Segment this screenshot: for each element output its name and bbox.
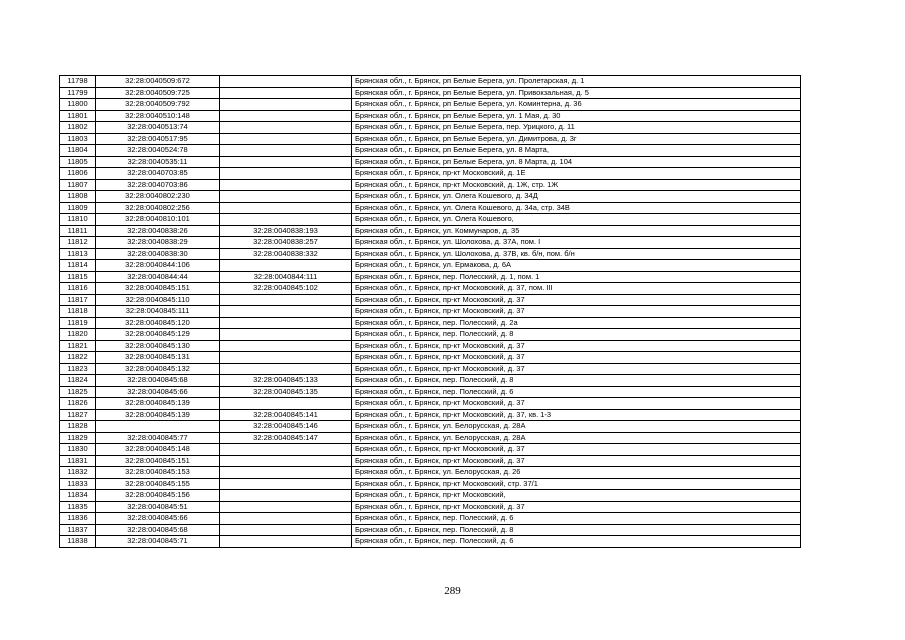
related-cadastral-number-cell — [220, 110, 352, 122]
cadastral-number-cell: 32:28:0040802:256 — [96, 202, 220, 214]
cadastral-number-cell: 32:28:0040845:155 — [96, 478, 220, 490]
row-number-cell: 11817 — [60, 294, 96, 306]
row-number-cell: 11824 — [60, 375, 96, 387]
table-row — [60, 340, 801, 352]
cadastral-number-cell: 32:28:0040845:111 — [96, 306, 220, 318]
address-cell: Брянская обл., г. Брянск, пр-кт Московский, д. 37, пом. III — [352, 283, 801, 295]
cadastral-number-cell: 32:28:0040838:29 — [96, 237, 220, 249]
row-number-cell: 11808 — [60, 191, 96, 203]
related-cadastral-number-cell: 32:28:0040845:102 — [220, 283, 352, 295]
table-row — [60, 191, 801, 203]
row-number-cell: 11830 — [60, 444, 96, 456]
row-number-cell: 11832 — [60, 467, 96, 479]
related-cadastral-number-cell — [220, 168, 352, 180]
cadastral-number-cell — [96, 421, 220, 433]
address-cell: Брянская обл., г. Брянск, ул. Олега Кошевого, — [352, 214, 801, 226]
cadastral-number-cell: 32:28:0040517:95 — [96, 133, 220, 145]
related-cadastral-number-cell — [220, 478, 352, 490]
cadastral-number-cell: 32:28:0040845:51 — [96, 501, 220, 513]
cadastral-number-cell: 32:28:0040838:26 — [96, 225, 220, 237]
table-row — [60, 386, 801, 398]
address-cell: Брянская обл., г. Брянск, пр-кт Московский, д. 37 — [352, 294, 801, 306]
row-number-cell: 11814 — [60, 260, 96, 272]
row-number-cell: 11828 — [60, 421, 96, 433]
related-cadastral-number-cell — [220, 352, 352, 364]
row-number-cell: 11800 — [60, 99, 96, 111]
table-row — [60, 179, 801, 191]
address-cell: Брянская обл., г. Брянск, пр-кт Московский, стр. 37/1 — [352, 478, 801, 490]
cadastral-number-cell: 32:28:0040845:139 — [96, 409, 220, 421]
address-cell: Брянская обл., г. Брянск, пер. Полесский, д. 2а — [352, 317, 801, 329]
related-cadastral-number-cell — [220, 536, 352, 548]
table-row — [60, 294, 801, 306]
related-cadastral-number-cell — [220, 294, 352, 306]
cadastral-number-cell: 32:28:0040845:151 — [96, 283, 220, 295]
cadastral-number-cell: 32:28:0040509:792 — [96, 99, 220, 111]
address-cell: Брянская обл., г. Брянск, пр-кт Московский, д. 37 — [352, 352, 801, 364]
table-row — [60, 501, 801, 513]
address-cell: Брянская обл., г. Брянск, рп Белые Берега, ул. 8 Марта, д. 104 — [352, 156, 801, 168]
table-row — [60, 398, 801, 410]
row-number-cell: 11831 — [60, 455, 96, 467]
address-cell: Брянская обл., г. Брянск, рп Белые Берега, ул. 8 Марта, — [352, 145, 801, 157]
address-cell: Брянская обл., г. Брянск, пр-кт Московский, д. 37 — [352, 455, 801, 467]
related-cadastral-number-cell — [220, 156, 352, 168]
related-cadastral-number-cell — [220, 444, 352, 456]
related-cadastral-number-cell — [220, 306, 352, 318]
cadastral-number-cell: 32:28:0040845:131 — [96, 352, 220, 364]
row-number-cell: 11825 — [60, 386, 96, 398]
address-cell: Брянская обл., г. Брянск, ул. Шолохова, д. 37В, кв. б/н, пом. б/н — [352, 248, 801, 260]
table-row — [60, 248, 801, 260]
address-cell: Брянская обл., г. Брянск, рп Белые Берега, ул. 1 Мая, д. 30 — [352, 110, 801, 122]
table-row — [60, 363, 801, 375]
row-number-cell: 11826 — [60, 398, 96, 410]
address-cell: Брянская обл., г. Брянск, пер. Полесский, д. 8 — [352, 375, 801, 387]
address-cell: Брянская обл., г. Брянск, пр-кт Московский, д. 37 — [352, 363, 801, 375]
cadastral-number-cell: 32:28:0040845:77 — [96, 432, 220, 444]
address-cell: Брянская обл., г. Брянск, пр-кт Московский, д. 37 — [352, 444, 801, 456]
row-number-cell: 11809 — [60, 202, 96, 214]
row-number-cell: 11813 — [60, 248, 96, 260]
cadastral-number-cell: 32:28:0040535:11 — [96, 156, 220, 168]
address-cell: Брянская обл., г. Брянск, рп Белые Берега, ул. Пролетарская, д. 1 — [352, 76, 801, 88]
table-row — [60, 536, 801, 548]
address-cell: Брянская обл., г. Брянск, рп Белые Берега, ул. Димитрова, д. 3г — [352, 133, 801, 145]
table-row — [60, 110, 801, 122]
related-cadastral-number-cell: 32:28:0040838:332 — [220, 248, 352, 260]
row-number-cell: 11799 — [60, 87, 96, 99]
table-row — [60, 168, 801, 180]
row-number-cell: 11819 — [60, 317, 96, 329]
row-number-cell: 11816 — [60, 283, 96, 295]
cadastral-number-cell: 32:28:0040810:101 — [96, 214, 220, 226]
row-number-cell: 11802 — [60, 122, 96, 134]
related-cadastral-number-cell — [220, 513, 352, 525]
address-cell: Брянская обл., г. Брянск, пр-кт Московский, д. 37 — [352, 340, 801, 352]
cadastral-number-cell: 32:28:0040845:110 — [96, 294, 220, 306]
related-cadastral-number-cell — [220, 490, 352, 502]
row-number-cell: 11838 — [60, 536, 96, 548]
row-number-cell: 11823 — [60, 363, 96, 375]
related-cadastral-number-cell — [220, 214, 352, 226]
cadastral-number-cell: 32:28:0040844:44 — [96, 271, 220, 283]
row-number-cell: 11805 — [60, 156, 96, 168]
related-cadastral-number-cell — [220, 329, 352, 341]
address-cell: Брянская обл., г. Брянск, пр-кт Московский, — [352, 490, 801, 502]
table-row — [60, 409, 801, 421]
table-row — [60, 306, 801, 318]
cadastral-number-cell: 32:28:0040845:156 — [96, 490, 220, 502]
table-row — [60, 352, 801, 364]
table-row — [60, 237, 801, 249]
related-cadastral-number-cell — [220, 524, 352, 536]
address-cell: Брянская обл., г. Брянск, пр-кт Московский, д. 37 — [352, 306, 801, 318]
address-cell: Брянская обл., г. Брянск, ул. Олега Кошевого, д. 34а, стр. 34В — [352, 202, 801, 214]
address-cell: Брянская обл., г. Брянск, пр-кт Московский, д. 1Ж, стр. 1Ж — [352, 179, 801, 191]
cadastral-number-cell: 32:28:0040845:66 — [96, 513, 220, 525]
cadastral-number-cell: 32:28:0040845:151 — [96, 455, 220, 467]
cadastral-number-cell: 32:28:0040845:148 — [96, 444, 220, 456]
table-body — [60, 76, 801, 548]
related-cadastral-number-cell — [220, 317, 352, 329]
address-cell: Брянская обл., г. Брянск, ул. Олега Кошевого, д. 34Д — [352, 191, 801, 203]
row-number-cell: 11821 — [60, 340, 96, 352]
address-cell: Брянская обл., г. Брянск, рп Белые Берега, пер. Урицкого, д. 11 — [352, 122, 801, 134]
related-cadastral-number-cell — [220, 191, 352, 203]
table-row — [60, 375, 801, 387]
address-cell: Брянская обл., г. Брянск, пр-кт Московский, д. 1Е — [352, 168, 801, 180]
row-number-cell: 11827 — [60, 409, 96, 421]
related-cadastral-number-cell — [220, 145, 352, 157]
row-number-cell: 11822 — [60, 352, 96, 364]
row-number-cell: 11812 — [60, 237, 96, 249]
table-row — [60, 432, 801, 444]
row-number-cell: 11837 — [60, 524, 96, 536]
table-row — [60, 421, 801, 433]
address-cell: Брянская обл., г. Брянск, пер. Полесский, д. 8 — [352, 524, 801, 536]
address-cell: Брянская обл., г. Брянск, пр-кт Московский, д. 37, кв. 1-3 — [352, 409, 801, 421]
cadastral-number-cell: 32:28:0040845:132 — [96, 363, 220, 375]
address-cell: Брянская обл., г. Брянск, рп Белые Берега, ул. Коминтерна, д. 36 — [352, 99, 801, 111]
table-row — [60, 329, 801, 341]
address-cell: Брянская обл., г. Брянск, пр-кт Московский, д. 37 — [352, 398, 801, 410]
address-cell: Брянская обл., г. Брянск, пр-кт Московский, д. 37 — [352, 501, 801, 513]
cadastral-number-cell: 32:28:0040845:139 — [96, 398, 220, 410]
table-row — [60, 133, 801, 145]
row-number-cell: 11811 — [60, 225, 96, 237]
related-cadastral-number-cell — [220, 133, 352, 145]
address-cell: Брянская обл., г. Брянск, ул. Белорусская, д. 26 — [352, 467, 801, 479]
related-cadastral-number-cell — [220, 340, 352, 352]
address-cell: Брянская обл., г. Брянск, пер. Полесский, д. 8 — [352, 329, 801, 341]
address-cell: Брянская обл., г. Брянск, ул. Белорусская, д. 28А — [352, 432, 801, 444]
table-row — [60, 202, 801, 214]
cadastral-number-cell: 32:28:0040509:672 — [96, 76, 220, 88]
address-cell: Брянская обл., г. Брянск, пер. Полесский, д. 6 — [352, 386, 801, 398]
table-row — [60, 225, 801, 237]
cadastral-number-cell: 32:28:0040524:78 — [96, 145, 220, 157]
cadastral-number-cell: 32:28:0040845:130 — [96, 340, 220, 352]
cadastral-number-cell: 32:28:0040845:66 — [96, 386, 220, 398]
row-number-cell: 11815 — [60, 271, 96, 283]
related-cadastral-number-cell — [220, 363, 352, 375]
related-cadastral-number-cell — [220, 76, 352, 88]
cadastral-number-cell: 32:28:0040510:148 — [96, 110, 220, 122]
cadastral-number-cell: 32:28:0040513:74 — [96, 122, 220, 134]
page-number: 289 — [444, 585, 461, 597]
table-row — [60, 145, 801, 157]
related-cadastral-number-cell: 32:28:0040845:146 — [220, 421, 352, 433]
row-number-cell: 11803 — [60, 133, 96, 145]
cadastral-number-cell: 32:28:0040509:725 — [96, 87, 220, 99]
related-cadastral-number-cell — [220, 501, 352, 513]
table-row — [60, 214, 801, 226]
row-number-cell: 11818 — [60, 306, 96, 318]
related-cadastral-number-cell — [220, 455, 352, 467]
address-cell: Брянская обл., г. Брянск, пер. Полесский, д. 1, пом. 1 — [352, 271, 801, 283]
address-cell: Брянская обл., г. Брянск, пер. Полесский, д. 6 — [352, 513, 801, 525]
table-row — [60, 283, 801, 295]
table-row — [60, 467, 801, 479]
address-cell: Брянская обл., г. Брянск, ул. Белорусская, д. 28А — [352, 421, 801, 433]
table-row — [60, 455, 801, 467]
row-number-cell: 11834 — [60, 490, 96, 502]
related-cadastral-number-cell — [220, 99, 352, 111]
row-number-cell: 11798 — [60, 76, 96, 88]
table-row — [60, 444, 801, 456]
address-cell: Брянская обл., г. Брянск, ул. Ермакова, д. 6А — [352, 260, 801, 272]
related-cadastral-number-cell — [220, 467, 352, 479]
cadastral-number-cell: 32:28:0040845:68 — [96, 375, 220, 387]
cadastral-number-cell: 32:28:0040703:85 — [96, 168, 220, 180]
related-cadastral-number-cell: 32:28:0040844:111 — [220, 271, 352, 283]
related-cadastral-number-cell — [220, 87, 352, 99]
cadastral-number-cell: 32:28:0040703:86 — [96, 179, 220, 191]
cadastral-table — [59, 75, 801, 548]
address-cell: Брянская обл., г. Брянск, ул. Шолохова, д. 37А, пом. I — [352, 237, 801, 249]
related-cadastral-number-cell: 32:28:0040845:135 — [220, 386, 352, 398]
row-number-cell: 11820 — [60, 329, 96, 341]
table-row — [60, 99, 801, 111]
table-row — [60, 76, 801, 88]
related-cadastral-number-cell: 32:28:0040845:133 — [220, 375, 352, 387]
cadastral-number-cell: 32:28:0040845:120 — [96, 317, 220, 329]
address-cell: Брянская обл., г. Брянск, рп Белые Берега, ул. Привокзальная, д. 5 — [352, 87, 801, 99]
row-number-cell: 11829 — [60, 432, 96, 444]
row-number-cell: 11806 — [60, 168, 96, 180]
table-row — [60, 513, 801, 525]
cadastral-number-cell: 32:28:0040838:30 — [96, 248, 220, 260]
table-row — [60, 317, 801, 329]
cadastral-number-cell: 32:28:0040802:230 — [96, 191, 220, 203]
table-row — [60, 122, 801, 134]
related-cadastral-number-cell — [220, 122, 352, 134]
related-cadastral-number-cell: 32:28:0040838:193 — [220, 225, 352, 237]
cadastral-number-cell: 32:28:0040845:153 — [96, 467, 220, 479]
related-cadastral-number-cell: 32:28:0040845:141 — [220, 409, 352, 421]
table-row — [60, 524, 801, 536]
row-number-cell: 11836 — [60, 513, 96, 525]
row-number-cell: 11835 — [60, 501, 96, 513]
related-cadastral-number-cell: 32:28:0040838:257 — [220, 237, 352, 249]
row-number-cell: 11833 — [60, 478, 96, 490]
table-row — [60, 271, 801, 283]
row-number-cell: 11801 — [60, 110, 96, 122]
cadastral-number-cell: 32:28:0040845:129 — [96, 329, 220, 341]
row-number-cell: 11810 — [60, 214, 96, 226]
related-cadastral-number-cell — [220, 398, 352, 410]
address-cell: Брянская обл., г. Брянск, пер. Полесский, д. 6 — [352, 536, 801, 548]
table-row — [60, 260, 801, 272]
row-number-cell: 11807 — [60, 179, 96, 191]
row-number-cell: 11804 — [60, 145, 96, 157]
table-row — [60, 87, 801, 99]
table-row — [60, 490, 801, 502]
cadastral-number-cell: 32:28:0040844:106 — [96, 260, 220, 272]
cadastral-number-cell: 32:28:0040845:71 — [96, 536, 220, 548]
address-cell: Брянская обл., г. Брянск, ул. Коммунаров, д. 35 — [352, 225, 801, 237]
related-cadastral-number-cell — [220, 179, 352, 191]
related-cadastral-number-cell: 32:28:0040845:147 — [220, 432, 352, 444]
related-cadastral-number-cell — [220, 260, 352, 272]
cadastral-number-cell: 32:28:0040845:68 — [96, 524, 220, 536]
related-cadastral-number-cell — [220, 202, 352, 214]
table-row — [60, 478, 801, 490]
table-row — [60, 156, 801, 168]
